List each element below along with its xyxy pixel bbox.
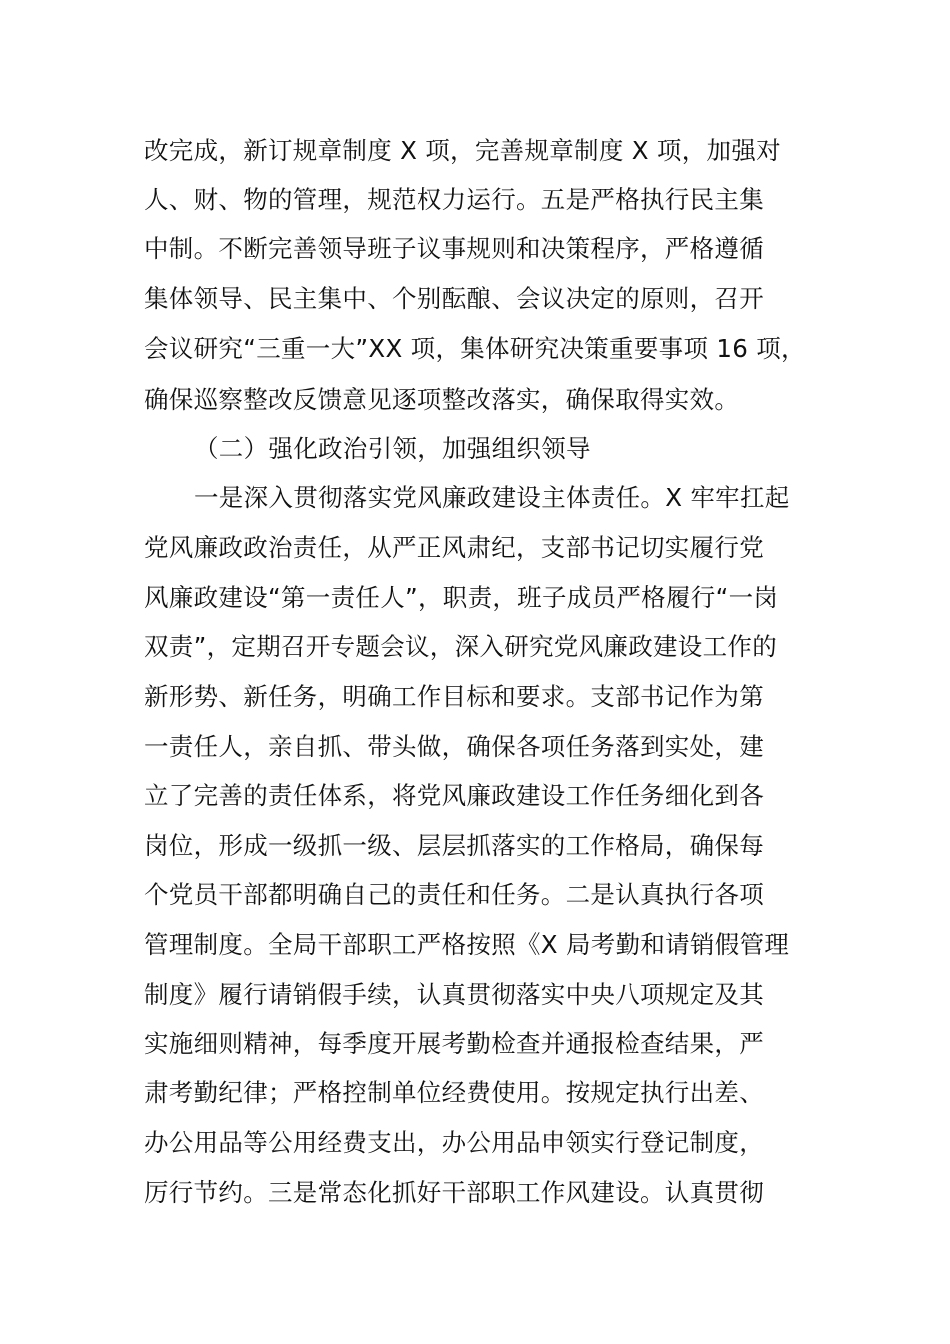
text-line: 一是深入贯彻落实党风廉政建设主体责任。X 牢牢扛起 — [194, 483, 790, 512]
text-line: 中制。不断完善领导班子议事规则和决策程序，严格遵循 — [144, 234, 764, 263]
text-line: 制度》履行请销假手续，认真贯彻落实中央八项规定及其 — [144, 980, 764, 1009]
text-line: 会议研究“三重一大”XX 项，集体研究决策重要事项 16 项， — [144, 334, 806, 363]
text-line: 风廉政建设“第一责任人”，职责，班子成员严格履行“一岗 — [144, 583, 779, 612]
text-line: 个党员干部都明确自己的责任和任务。二是认真执行各项 — [144, 880, 764, 909]
text-line: 新形势、新任务，明确工作目标和要求。支部书记作为第 — [144, 682, 764, 711]
text-line: 肃考勤纪律；严格控制单位经费使用。按规定执行出差、 — [144, 1078, 764, 1107]
text-line: 确保巡察整改反馈意见逐项整改落实，确保取得实效。 — [144, 385, 740, 414]
text-line: 实施细则精神，每季度开展考勤检查并通报检查结果，严 — [144, 1029, 764, 1058]
text-line: 岗位，形成一级抓一级、层层抓落实的工作格局，确保每 — [144, 831, 764, 860]
text-line: 一责任人，亲自抓、带头做，确保各项任务落到实处，建 — [144, 732, 764, 761]
text-line: 厉行节约。三是常态化抓好干部职工作风建设。认真贯彻 — [144, 1178, 764, 1207]
text-line: 办公用品等公用经费支出，办公用品申领实行登记制度， — [144, 1128, 764, 1157]
text-line: 党风廉政政治责任，从严正风肃纪，支部书记切实履行党 — [144, 533, 764, 562]
text-line: 立了完善的责任体系，将党风廉政建设工作任务细化到各 — [144, 781, 764, 810]
section-heading: （二）强化政治引领，加强组织领导 — [194, 434, 591, 463]
text-line: 集体领导、民主集中、个别酝酿、会议决定的原则，召开 — [144, 284, 764, 313]
text-line: 管理制度。全局干部职工严格按照《X 局考勤和请销假管理 — [144, 930, 790, 959]
text-line: 人、财、物的管理，规范权力运行。五是严格执行民主集 — [144, 185, 764, 214]
text-line: 双责”，定期召开专题会议，深入研究党风廉政建设工作的 — [144, 632, 777, 661]
text-line: 改完成，新订规章制度 X 项，完善规章制度 X 项，加强对 — [144, 136, 781, 165]
